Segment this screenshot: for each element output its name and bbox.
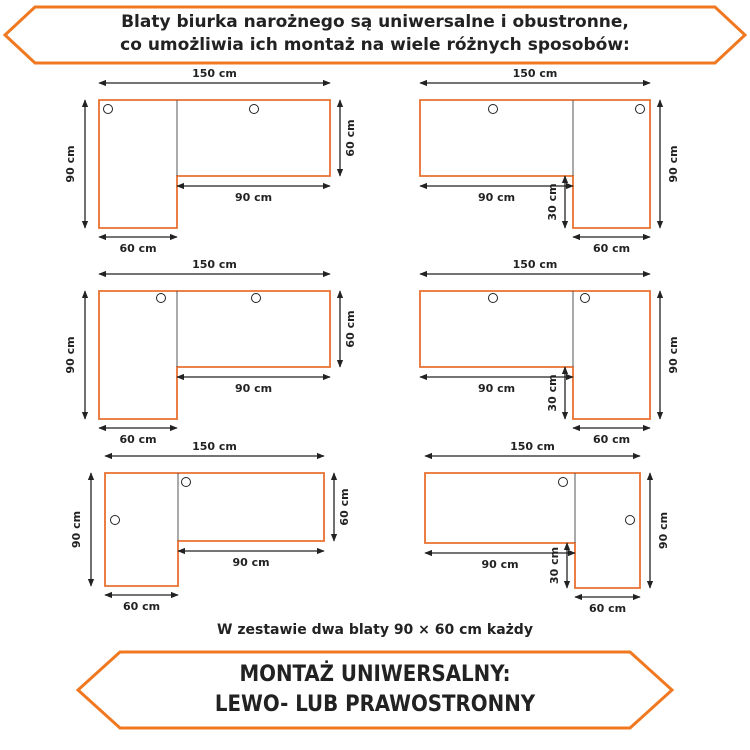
dim-label-leg: 60 cm	[588, 602, 627, 615]
footer-banner	[0, 650, 750, 730]
cable-hole-icon	[182, 478, 191, 487]
dim-label-extension: 30 cm	[548, 546, 561, 585]
cable-hole-icon	[111, 516, 120, 525]
cable-hole-icon	[581, 294, 590, 303]
dim-label-inner: 90 cm	[477, 191, 516, 204]
dim-label-leg: 60 cm	[592, 433, 631, 446]
cable-hole-icon	[489, 105, 498, 114]
dim-label-width: 150 cm	[512, 67, 558, 80]
dim-label-extension: 30 cm	[546, 374, 559, 412]
dim-label-inner: 90 cm	[234, 191, 273, 204]
footer-text	[0, 660, 750, 720]
dim-label-depth: 90 cm	[667, 336, 680, 374]
dim-label-width: 150 cm	[192, 67, 237, 80]
desk-top-right	[425, 473, 640, 588]
dim-label-leg: 60 cm	[119, 433, 157, 446]
dim-label-top-depth: 60 cm	[338, 488, 351, 526]
desk-top-right	[420, 291, 650, 419]
dim-label-width: 150 cm	[512, 258, 558, 271]
dim-label-inner: 90 cm	[481, 558, 519, 571]
dim-label-width: 150 cm	[192, 440, 237, 453]
desk-top-left	[105, 473, 324, 586]
cable-hole-icon	[104, 105, 113, 114]
dim-label-extension: 30 cm	[546, 183, 559, 221]
cable-hole-icon	[157, 294, 166, 303]
dim-label-inner: 90 cm	[234, 382, 273, 395]
dim-label-depth: 90 cm	[64, 336, 77, 374]
dim-label-depth: 90 cm	[70, 510, 83, 549]
cable-hole-icon	[252, 294, 261, 303]
header-line-2: co umożliwia ich montaż na wiele różnych sposobów:	[120, 35, 630, 55]
dim-label-inner: 90 cm	[477, 382, 516, 395]
desk-top-right	[420, 100, 650, 228]
dim-label-top-depth: 60 cm	[344, 119, 357, 157]
dim-label-leg: 60 cm	[122, 600, 161, 613]
dim-label-inner: 90 cm	[232, 556, 270, 569]
dim-label-width: 150 cm	[510, 440, 555, 453]
desk-top-left	[99, 291, 330, 419]
cable-hole-icon	[636, 105, 645, 114]
desk-top-left	[99, 100, 330, 228]
header-line-1: Blaty biurka narożnego są uniwersalne i obustronne,	[121, 12, 629, 32]
footer-line-2: LEWO- LUB PRAWOSTRONNY	[214, 692, 536, 717]
dim-label-leg: 60 cm	[119, 242, 157, 255]
dim-label-width: 150 cm	[192, 258, 237, 271]
cable-hole-icon	[559, 478, 568, 487]
cable-hole-icon	[250, 105, 259, 114]
set-note: W zestawie dwa blaty 90 × 60 cm każdy	[217, 622, 533, 638]
dim-label-depth: 90 cm	[657, 511, 670, 550]
dim-label-depth: 90 cm	[64, 145, 77, 183]
cable-hole-icon	[626, 516, 635, 525]
dim-label-depth: 90 cm	[667, 145, 680, 183]
dim-label-top-depth: 60 cm	[344, 310, 357, 348]
footer-line-1: MONTAŻ UNIWERSALNY:	[239, 662, 511, 687]
dim-label-leg: 60 cm	[592, 242, 631, 255]
cable-hole-icon	[489, 294, 498, 303]
